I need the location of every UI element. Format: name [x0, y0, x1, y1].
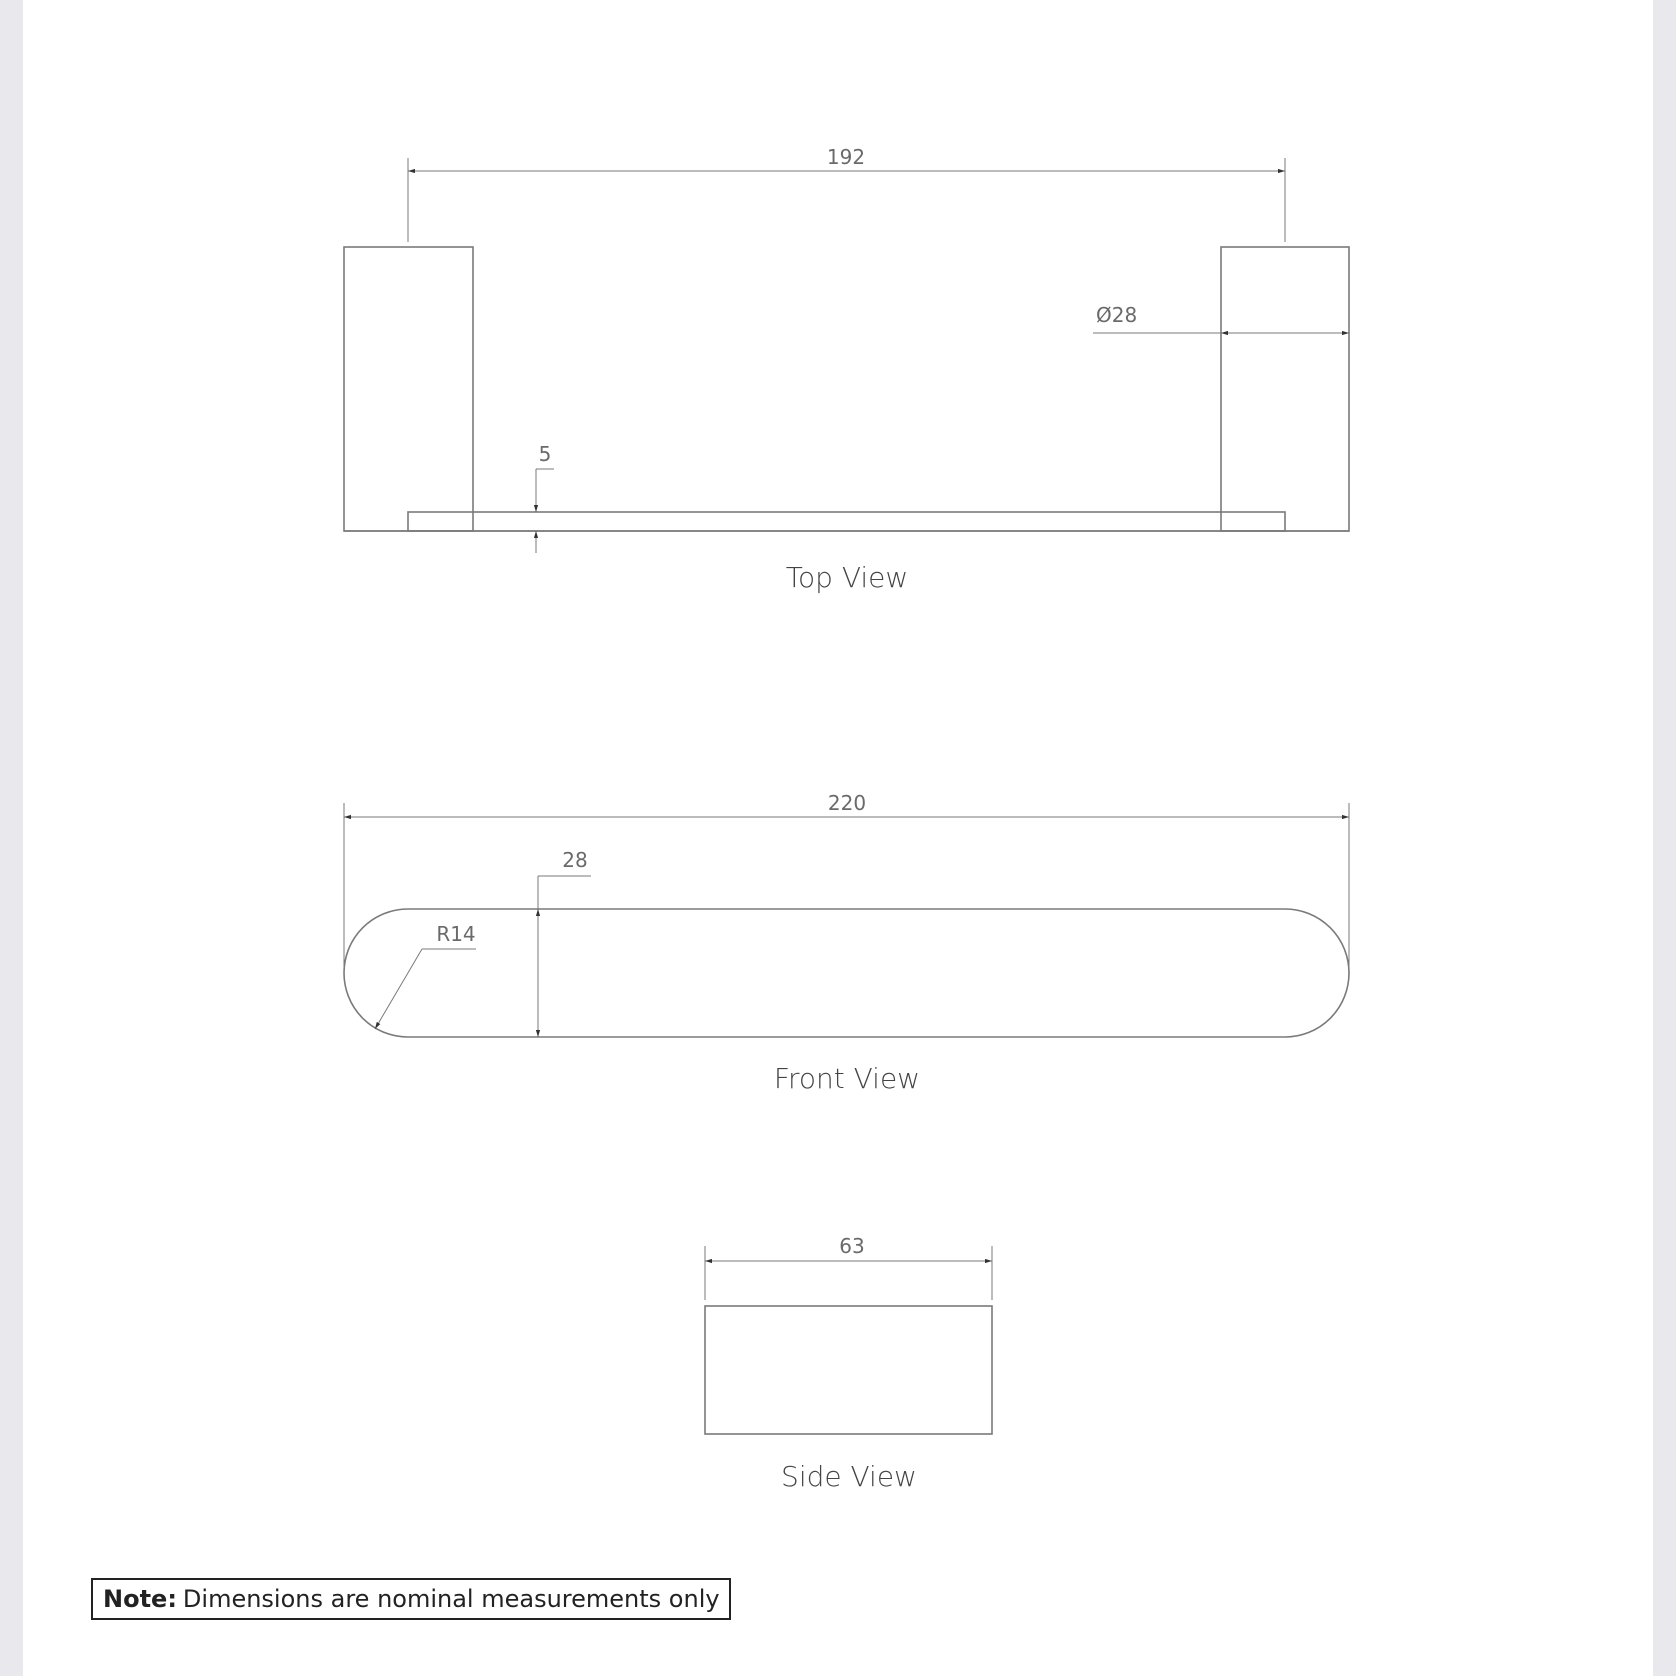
top-view [344, 158, 1349, 553]
note-label: Note: [103, 1585, 177, 1613]
side-view-label: Side View [781, 1460, 917, 1493]
dim-63-label: 63 [839, 1234, 865, 1258]
note-text: Dimensions are nominal measurements only [182, 1585, 720, 1613]
dim-28-label: 28 [562, 848, 588, 872]
dim-220-label: 220 [827, 791, 867, 815]
dim-diameter-label: Ø28 [1096, 303, 1138, 327]
top-view-left-post [344, 247, 473, 531]
top-view-base-plate [408, 512, 1285, 531]
dim-5-label: 5 [538, 442, 552, 466]
dim-192-label: 192 [826, 145, 866, 169]
note-box [91, 1578, 731, 1620]
front-view-label: Front View [773, 1062, 921, 1095]
top-view-right-post [1221, 247, 1349, 531]
dim-r14-label: R14 [436, 922, 476, 946]
front-view [344, 803, 1349, 1037]
top-view-label: Top View [785, 561, 909, 594]
side-view [705, 1246, 992, 1434]
side-view-box [705, 1306, 992, 1434]
front-view-bar [344, 909, 1349, 1037]
